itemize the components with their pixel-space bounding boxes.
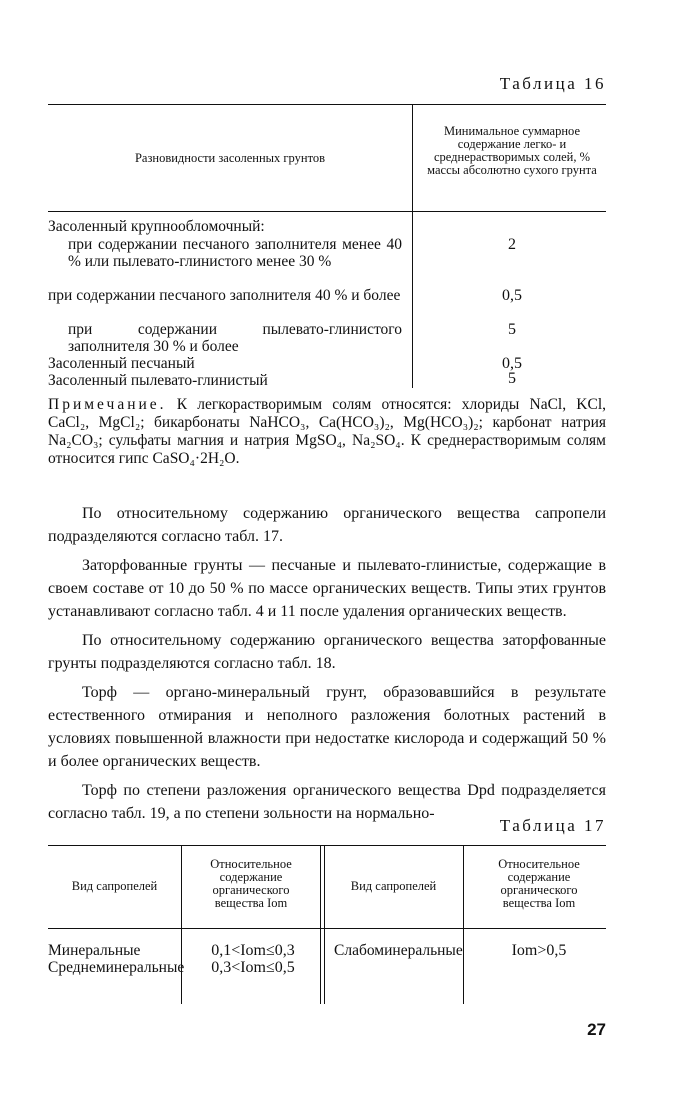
paragraph: Заторфованные грунты — песчаные и пылевато-глинистые, содержащие в своем составе от 10 до 50 % по массе органических веществ. Типы этих грунтов устанавливают согласно табл. 4 и 11 после удаления органических веществ. — [48, 557, 606, 620]
table16-col2-header: Минимальное суммарное содержание легко- и среднерастворимых солей, % массы абсолютно сухого грунта — [427, 124, 597, 177]
page-number: 27 — [587, 1020, 606, 1039]
paragraph: Торф — органо-минеральный грунт, образовавшийся в результате естественного отмирания и неполного разложения болотных растений в условиях повышенной влажности при недостатке кислорода и содержащий 50 % и более органических веществ. — [48, 684, 606, 770]
note-lead: Примечание. — [48, 396, 167, 413]
paragraph: Торф по степени разложения органического вещества Dpd подразделяется согласно табл. 19, а по степени зольности на нормально- — [48, 782, 606, 822]
table17-divider — [181, 846, 182, 1004]
table16-caption: Таблица 16 — [499, 74, 606, 93]
table16-row-value: 2 — [508, 236, 516, 253]
table17-caption: Таблица 17 — [499, 816, 606, 835]
table16-row-value: 5 — [508, 370, 516, 387]
table16-row-value: 5 — [508, 321, 516, 338]
table17-double-divider-b — [324, 846, 325, 1004]
table17-header-rule — [48, 928, 606, 929]
note-text: К легкорастворимым солям относятся: хлориды NaCl, KCl, CaCl₂, MgCl₂; бикарбонаты NaHCO₃, Ca(HCO₃)₂, Mg(HCO₃)₂; карбонат натрия Na₂CO₃; сульфаты магния и натрия MgSO₄, Na₂SO₄. К среднерастворимым солям относится гипс CaSO₄·2H₂O. — [48, 396, 606, 467]
table17-divider — [463, 846, 464, 1004]
table17-top-rule — [48, 845, 606, 846]
body-text — [48, 502, 606, 831]
table16-row-label: Засоленный песчаный — [48, 355, 195, 372]
table16-row-label: Засоленный пылевато-глинистый — [48, 372, 268, 389]
table16-row-value: 0,5 — [502, 287, 522, 304]
table17-value: 0,1<Iom≤0,3 — [211, 942, 295, 959]
table16-row-value: 0,5 — [502, 355, 522, 372]
table17-kind: Слабоминеральные — [334, 942, 463, 959]
table16-row-label: Засоленный крупнообломочный: — [48, 218, 265, 235]
table17-rel-header: Относительное содержание органического вещества Iom — [210, 857, 292, 910]
table16-note — [48, 396, 606, 468]
table17-value: Iom>0,5 — [511, 942, 567, 959]
table16-top-rule — [48, 104, 606, 105]
table16-row-label: при содержании песчаного заполнителя менее 40 % или пылевато-глинистого менее 30 % — [68, 236, 402, 270]
table17-kind: Среднеминеральные — [48, 959, 185, 976]
table17-kind-header: Вид сапропелей — [350, 879, 437, 893]
table17-double-divider-a — [320, 846, 321, 1004]
table17-kind: Минеральные — [48, 942, 141, 959]
table16-col1-header: Разновидности засоленных грунтов — [134, 151, 326, 165]
paragraph: По относительному содержанию органического вещества сапропели подразделяются согласно табл. 17. — [48, 505, 606, 545]
table17-rel-header: Относительное содержание органического вещества Iom — [498, 857, 580, 910]
table17-value: 0,3<Iom≤0,5 — [211, 959, 295, 976]
table16-header-rule — [48, 211, 606, 212]
table16-row-label: при содержании пылевато-глинистого заполнителя 30 % и более — [68, 321, 402, 355]
table16-column-divider — [412, 105, 413, 388]
table17-kind-header: Вид сапропелей — [71, 879, 158, 893]
table16-row-label: при содержании песчаного заполнителя 40 % и более — [48, 287, 401, 304]
paragraph: По относительному содержанию органического вещества заторфованные грунты подразделяются согласно табл. 18. — [48, 632, 606, 672]
